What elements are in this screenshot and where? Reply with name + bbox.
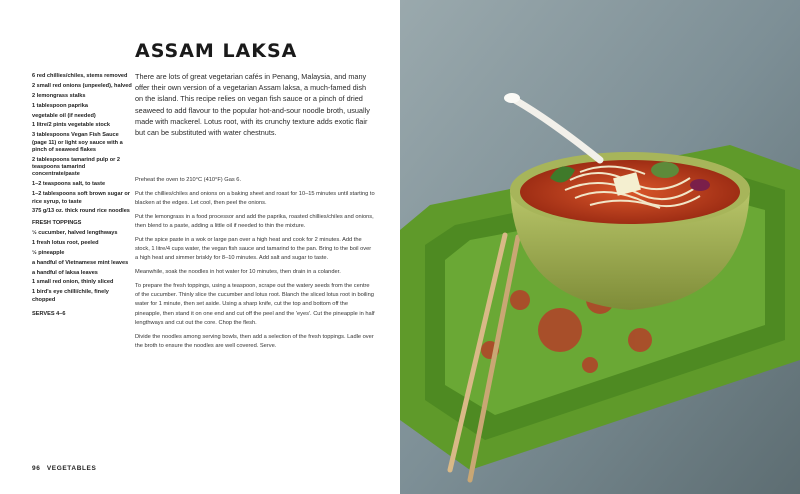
ingredient-item: 375 g/13 oz. thick round rice noodles <box>32 208 130 215</box>
topping-item: a handful of laksa leaves <box>32 269 98 276</box>
topping-item: 1 small red onion, thinly sliced <box>32 279 114 286</box>
ingredient-item: vegetable oil (if needed) <box>32 112 96 119</box>
method-step: To prepare the fresh toppings, using a teaspoon, scrape out the watery seeds from the centre of the cucumber. Thinly slice the cucumber and lotus root. Blanch the sliced lotus root in boiling water for 1 minute, then set aside. Using a sharp knife, cut the top and bottom off the pineapple, then stand it on one end and cut off the peel and the 'eyes'. Cut the pineapple in half lengthways and cut out the core. Chop the flesh. <box>135 283 375 326</box>
ingredient-item: 2 lemongrass stalks <box>32 92 86 99</box>
method-step: Put the spice paste in a wok or large pan over a high heat and cook for 2 minutes. Add the stock, 1 litre/4 cups water, the vegan fish sauce and tamarind to the pan. Bring to the boil over a high heat and simmer briskly for 8–10 minutes. Add salt and sugar to taste. <box>135 237 372 262</box>
method-step: Meanwhile, soak the noodles in hot water for 10 minutes, then drain in a colander. <box>135 269 341 276</box>
topping-item: 1 fresh lotus root, peeled <box>32 239 99 246</box>
ingredient-item: 1–2 tablespoons soft brown sugar or rice syrup, to taste <box>32 191 130 205</box>
cucumber-slice <box>651 162 679 178</box>
ingredient-item: 2 small red onions (unpeeled), halved <box>32 82 132 89</box>
method-steps <box>135 176 375 356</box>
topping-item: 1 bird's eye chilli/chile, finely chopped <box>32 289 109 303</box>
method-step: Divide the noodles among serving bowls, then add a selection of the fresh toppings. Ladle over the broth to ensure the noodles are well covered. Serve. <box>135 333 374 349</box>
ingredient-item: 1 litre/2 pints vegetable stock <box>32 122 111 129</box>
recipe-intro: There are lots of great vegetarian cafés in Penang, Malaysia, and many offer their own version of a vegetarian Assam laksa, a much-famed dish on the island. This recipe relies on vegan fish sauce or a pinch of dried seaweed to add flavour to the popular hot-and-sour noodle broth, usually made with mackerel. Lotus root, with its crunchy texture adds exotic flair but can be substituted with water chestnuts. <box>135 72 370 138</box>
ingredient-item: 1–2 teaspoons salt, to taste <box>32 181 106 188</box>
topping-item: ½ pineapple <box>32 249 65 256</box>
ingredient-item: 1 tablespoon paprika <box>32 102 88 109</box>
toppings-heading: FRESH TOPPINGS <box>32 219 82 226</box>
section-name: VEGETABLES <box>46 465 97 472</box>
laksa-bowl-photo <box>400 0 800 494</box>
method-step: Put the chillies/chiles and onions on a baking sheet and roast for 10–15 minutes until starting to blacken at the edges. Let cool, then peel the onions. <box>135 190 375 207</box>
ingredients-list <box>32 73 132 318</box>
serves-note: SERVES 4–6 <box>32 310 66 317</box>
method-step: Preheat the oven to 210°C (410°F) Gas 6. <box>135 177 242 183</box>
red-onion <box>690 179 710 191</box>
method-step: Put the lemongrass in a food processor and add the paprika, roasted chillies/chiles and onions, then blend to a paste, adding a little oil if needed to thin the mixture. <box>135 214 374 230</box>
page-footer <box>32 465 96 472</box>
ingredient-item: 6 red chillies/chiles, stems removed <box>32 73 128 79</box>
ingredient-item: 3 tablespoons Vegan Fish Sauce (page 11) or light soy sauce with a pinch of seaweed flakes <box>32 132 123 153</box>
ingredient-item: 2 tablespoons tamarind pulp or 2 teaspoons tamarind concentrate/paste <box>32 156 120 178</box>
spoon-tip <box>504 93 520 103</box>
topping-item: ½ cucumber, halved lengthways <box>32 229 118 236</box>
page-number: 96 <box>32 465 41 472</box>
photo-illustration <box>400 0 800 494</box>
topping-item: a handful of Vietnamese mint leaves <box>32 259 129 266</box>
recipe-title: ASSAM LAKSA <box>135 40 298 62</box>
